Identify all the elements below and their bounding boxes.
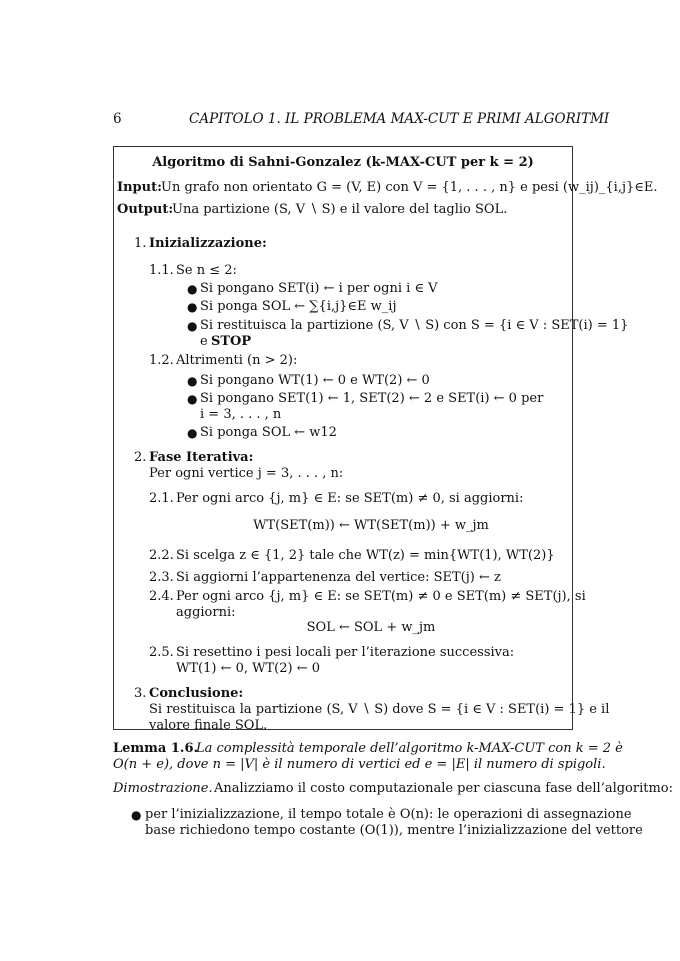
algorithm-title: Algoritmo di Sahni-Gonzalez (k-MAX-CUT per k = 2) <box>152 155 534 170</box>
step-2-2-text: Si scelga z ∈ {1, 2} tale che WT(z) = min{WT(1), WT(2)} <box>176 548 555 563</box>
step-1-2-item-2-cont: i = 3, . . . , n <box>200 407 282 422</box>
step-1-title: Inizializzazione: <box>149 236 267 251</box>
step-2-title: Fase Iterativa: <box>149 450 254 465</box>
step-1-1-item-3-cont: e <box>200 334 208 349</box>
step-1-1-item-1: Si pongano SET(i) ← i per ogni i ∈ V <box>200 281 438 296</box>
step-2-5-text: Si resettino i pesi locali per l’iterazione successiva: <box>176 645 515 660</box>
step-1-1-item-2: Si ponga SOL ← ∑{i,j}∈E w_ij <box>200 299 397 314</box>
page-number: 6 <box>113 111 122 127</box>
step-2-3-text: Si aggiorni l’appartenenza del vertice: SET(j) ← z <box>176 570 501 585</box>
step-2-4-text: Per ogni arco {j, m} ∈ E: se SET(m) ≠ 0 e SET(m) ≠ SET(j), si <box>176 589 586 604</box>
bullet-icon: ● <box>187 426 198 440</box>
output-label: Output: <box>117 202 174 217</box>
step-1-2-number: 1.2. <box>149 353 174 368</box>
running-title: CAPITOLO 1. IL PROBLEMA MAX-CUT E PRIMI ALGORITMI <box>189 111 610 127</box>
proof-text: Analizziamo il costo computazionale per ciascuna fase dell’algoritmo: <box>214 781 674 796</box>
bullet-icon: ● <box>131 808 142 822</box>
bullet-icon: ● <box>187 374 198 388</box>
bullet-icon: ● <box>187 282 198 296</box>
step-3-number: 3. <box>134 686 147 701</box>
step-3-text-cont: valore finale SOL. <box>149 718 268 733</box>
step-2-1-number: 2.1. <box>149 491 174 506</box>
step-1-1-text: Se n ≤ 2: <box>176 263 237 278</box>
algorithm-box <box>113 146 573 730</box>
bullet-icon: ● <box>187 300 198 314</box>
step-1-2-item-3: Si ponga SOL ← w12 <box>200 425 337 440</box>
proof-bullet-1: per l’inizializzazione, il tempo totale è O(n): le operazioni di assegnazione <box>145 807 632 822</box>
step-1-1-number: 1.1. <box>149 263 174 278</box>
input-text: Un grafo non orientato G = (V, E) con V = {1, . . . , n} e pesi (w_ij)_{i,j}∈E. <box>161 180 658 195</box>
bullet-icon: ● <box>187 392 198 406</box>
stop-keyword: STOP <box>211 334 252 349</box>
step-2-4-equation: SOL ← SOL + w_jm <box>306 620 436 635</box>
proof-bullet-1-cont: base richiedono tempo costante (O(1)), mentre l’inizializzazione del vettore <box>145 823 643 838</box>
step-2-4-number: 2.4. <box>149 589 174 604</box>
proof-label: Dimostrazione. <box>113 781 213 796</box>
step-1-2-text: Altrimenti (n > 2): <box>176 353 298 368</box>
step-1-1-item-3: Si restituisca la partizione (S, V ∖ S) con S = {i ∈ V : SET(i) = 1} <box>200 318 629 333</box>
step-2-1-equation: WT(SET(m)) ← WT(SET(m)) + w_jm <box>253 518 489 533</box>
input-label: Input: <box>117 180 162 195</box>
step-1-number: 1. <box>134 236 147 251</box>
output-text: Una partizione (S, V ∖ S) e il valore del taglio SOL. <box>172 202 508 217</box>
step-3-text: Si restituisca la partizione (S, V ∖ S) dove S = {i ∈ V : SET(i) = 1} e il <box>149 702 610 717</box>
step-1-2-item-2: Si pongano SET(1) ← 1, SET(2) ← 2 e SET(i) ← 0 per <box>200 391 544 406</box>
step-3-title: Conclusione: <box>149 686 244 701</box>
step-1-2-item-1: Si pongano WT(1) ← 0 e WT(2) ← 0 <box>200 373 430 388</box>
step-2-number: 2. <box>134 450 147 465</box>
lemma-text: La complessità temporale dell’algoritmo k-MAX-CUT con k = 2 è <box>196 741 623 756</box>
lemma-text-cont: O(n + e), dove n = |V| è il numero di vertici ed e = |E| il numero di spigoli. <box>113 757 606 772</box>
step-2-4-text-cont: aggiorni: <box>176 605 236 620</box>
step-2-2-number: 2.2. <box>149 548 174 563</box>
bullet-icon: ● <box>187 319 198 333</box>
lemma-label: Lemma 1.6. <box>113 741 199 756</box>
step-2-1-text: Per ogni arco {j, m} ∈ E: se SET(m) ≠ 0, si aggiorni: <box>176 491 524 506</box>
step-2-subtitle: Per ogni vertice j = 3, . . . , n: <box>149 466 344 481</box>
step-2-3-number: 2.3. <box>149 570 174 585</box>
step-2-5-text-cont: WT(1) ← 0, WT(2) ← 0 <box>176 661 321 676</box>
step-2-5-number: 2.5. <box>149 645 174 660</box>
